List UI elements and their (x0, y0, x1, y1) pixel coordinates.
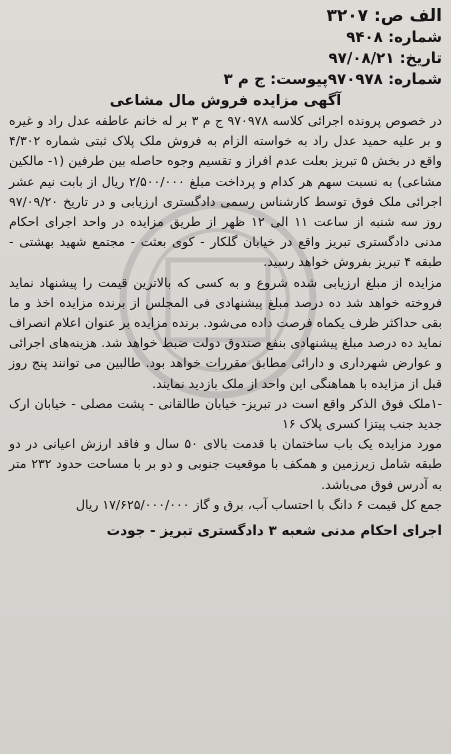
property-details (9, 394, 442, 515)
paragraph-terms: مزایده از مبلغ ارزیابی شده شروع و به کسی که بالاترین قیمت را پیشنهاد نماید فروخته خواهد شد ده درصد مبلغ پیشنهادی فی المجلس از برنده مزایده اخذ و ما بقی حداکثر ظرف یکماه فرصت داده می‌شود. برنده مزایده بر عنوان اعلام انصراف نماید ده درصد مبلغ پیشنهادی بنفع صندوق دولت ضبط خواهد شد. هزینه‌های اجرائی و عوارض شهرداری و دارائی مطابق مقررات خواهد بود. طالبین می توانند پنج روز قبل از مزایده با هماهنگی این واحد از ملک بازدید نمایند. (9, 274, 442, 391)
paragraph-case: در خصوص پرونده اجرائی کلاسه ۹۷۰۹۷۸ ج م ۳ بر له خانم عاطفه عدل راد و غیره و بر علیه حمید عدل راد به خواسته الزام به فروش ملک پلاک ثبتی شماره ۴/۳۰۲ واقع در بخش ۵ تبریز بعلت عدم افراز و تقسیم وجوه حاصله بین طرفین (۱- مالکین مشاعی) به نسبت سهم هر کدام و پرداخت مبلغ ۲/۵۰۰/۰۰۰ ریال از بابت نیم عشر اجرائی ملک فوق توسط کارشناس رسمی دادگستری ارزیابی و در تاریخ ۹۷/۰۹/۲۰ روز سه شنبه از ساعت ۱۱ الی ۱۲ ظهر از طریق مزایده در واحد اجرای احکام مدنی دادگستری تبریز واقع در خیابان گلکار - کوی بعثت - مجتمع شهید بهشتی - طبقه ۴ تبریز بفروش خواهد رسید. (9, 113, 442, 270)
page-number: الف ص: ۳۲۰۷ (326, 6, 442, 26)
notice-title: آگهی مزایده فروش مال مشاعی (109, 93, 342, 109)
detail-total-price: جمع کل قیمت ۶ دانگ با احتساب آب، برق و گاز ۱۷/۶۲۵/۰۰۰/۰۰۰ ریال (75, 496, 442, 512)
case-reference: شماره: ۹۷۰۹۷۸پیوست: ج م ۳ (223, 70, 442, 88)
letter-date: تاریخ: ۹۷/۰۸/۲۱ (328, 49, 442, 67)
issuer-signature: اجرای احکام مدنی شعبه ۳ دادگستری تبریز - جودت (106, 523, 442, 540)
notice-body (9, 111, 442, 515)
notice-header (9, 6, 442, 90)
detail-description: مورد مزایده یک باب ساختمان با قدمت بالای ۵۰ سال و فاقد ارزش اعیانی در دو طبقه شامل زیرزمین و همکف با موقعیت جنوبی و دو بر با مساحت حدود ۲۳۲ متر به آدرس فوق می‌باشد. (9, 436, 443, 492)
detail-address: -۱ملک فوق الذکر واقع است در تبریز- خیابان طالقانی - پشت مصلی - خیابان ارک جدید جنب پیتزا کسری پلاک ۱۶ (9, 395, 442, 432)
letter-number: شماره: ۹۴۰۸ (346, 28, 442, 46)
